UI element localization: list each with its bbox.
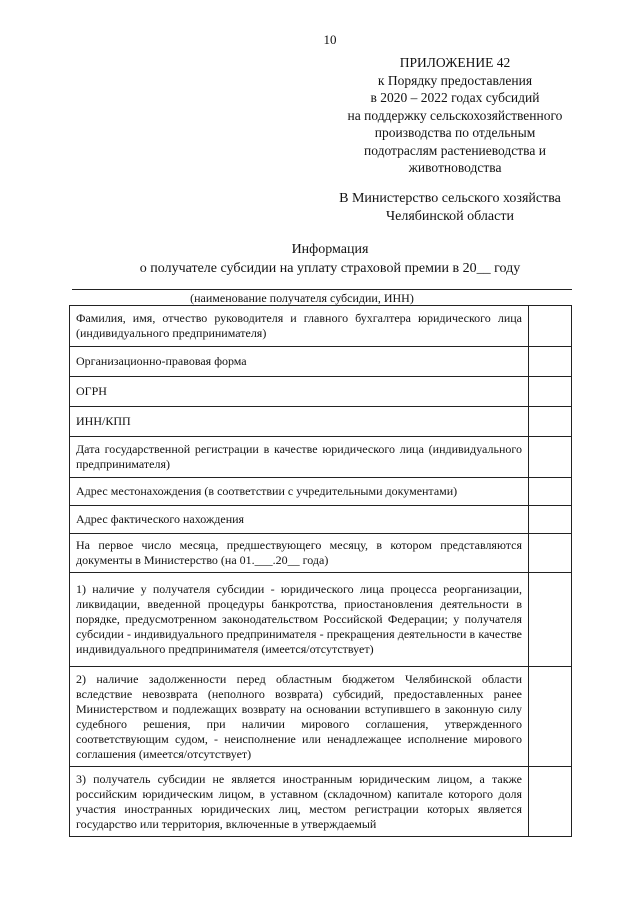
row-label: ОГРН: [70, 377, 529, 407]
row-label: 2) наличие задолженности перед областным бюджетом Челябинской области вследствие невозврата (неполного возврата) субсидий, предоставленных ранее Министерством и подлежащих возврату на основании вступившего в законную силу судебного решения, при наличии мирового соглашения, утвержденного соответствующим судом, - неисполнение или ненадлежащее исполнение мирового соглашения (имеется/отсутствует): [70, 667, 529, 767]
recipient-name-line: [72, 289, 572, 290]
page-number: 10: [323, 32, 337, 47]
appendix-line: производства по отдельным: [374, 125, 536, 140]
info-table: [69, 305, 572, 837]
row-value-cell[interactable]: [529, 534, 572, 573]
addressee-line: Челябинской области: [386, 209, 514, 224]
row-value-cell[interactable]: [529, 347, 572, 377]
appendix-header: [335, 54, 575, 177]
appendix-line: в 2020 – 2022 годах субсидий: [370, 90, 540, 105]
table-row: [70, 347, 572, 377]
row-label: 3) получатель субсидии не является иностранным юридическим лицом, а также российским юридическим лицом, в уставном (складочном) капитале которого доля участия иностранных юридических лиц, местом регистрации которых является государство или территория, включенные в утверждаемый: [70, 767, 529, 837]
document-title: [100, 240, 560, 278]
title-subheading: о получателе субсидии на уплату страховой премии в 20__ году: [139, 261, 521, 276]
row-value-cell[interactable]: [529, 767, 572, 837]
row-label: Дата государственной регистрации в качестве юридического лица (индивидуального предпринимателя): [70, 437, 529, 478]
addressee-line: В Министерство сельского хозяйства: [339, 191, 561, 206]
row-label: Фамилия, имя, отчество руководителя и главного бухгалтера юридического лица (индивидуального предпринимателя): [70, 306, 529, 347]
table-row: [70, 478, 572, 506]
row-value-cell[interactable]: [529, 306, 572, 347]
appendix-line: на поддержку сельскохозяйственного: [347, 107, 563, 123]
table-row: [70, 407, 572, 437]
appendix-line: животноводства: [408, 160, 502, 175]
row-value-cell[interactable]: [529, 407, 572, 437]
appendix-line: подотраслям растениеводства и: [364, 142, 546, 158]
row-label: Адрес фактического нахождения: [70, 506, 529, 534]
table-row: [70, 306, 572, 347]
row-label: Адрес местонахождения (в соответствии с учредительными документами): [70, 478, 529, 506]
row-value-cell[interactable]: [529, 437, 572, 478]
addressee: [330, 190, 570, 226]
row-label: Организационно-правовая форма: [70, 347, 529, 377]
table-row: [70, 534, 572, 573]
row-label: На первое число месяца, предшествующего месяцу, в котором представляются документы в Министерство (на 01.___.20__ года): [70, 534, 529, 573]
row-label: ИНН/КПП: [70, 407, 529, 437]
table-row: [70, 377, 572, 407]
table-row: [70, 506, 572, 534]
row-value-cell[interactable]: [529, 377, 572, 407]
table-row: [70, 767, 572, 837]
table-row: [70, 667, 572, 767]
recipient-caption: (наименование получателя субсидии, ИНН): [190, 291, 414, 305]
appendix-line: к Порядку предоставления: [377, 72, 533, 88]
row-value-cell[interactable]: [529, 478, 572, 506]
appendix-line: ПРИЛОЖЕНИЕ 42: [399, 55, 511, 70]
table-row: [70, 437, 572, 478]
row-value-cell[interactable]: [529, 667, 572, 767]
row-value-cell[interactable]: [529, 573, 572, 667]
row-label: 1) наличие у получателя субсидии - юридического лица процесса реорганизации, ликвидации, введенной процедуры банкротства, приостановления деятельности в порядке, предусмотренном законодательством Российской Федерации; у получателя субсидии - индивидуального предпринимателя - прекращения деятельности в качестве индивидуального предпринимателя (имеется/отсутствует): [70, 573, 529, 667]
title-heading: Информация: [291, 242, 369, 257]
row-value-cell[interactable]: [529, 506, 572, 534]
table-row: [70, 573, 572, 667]
